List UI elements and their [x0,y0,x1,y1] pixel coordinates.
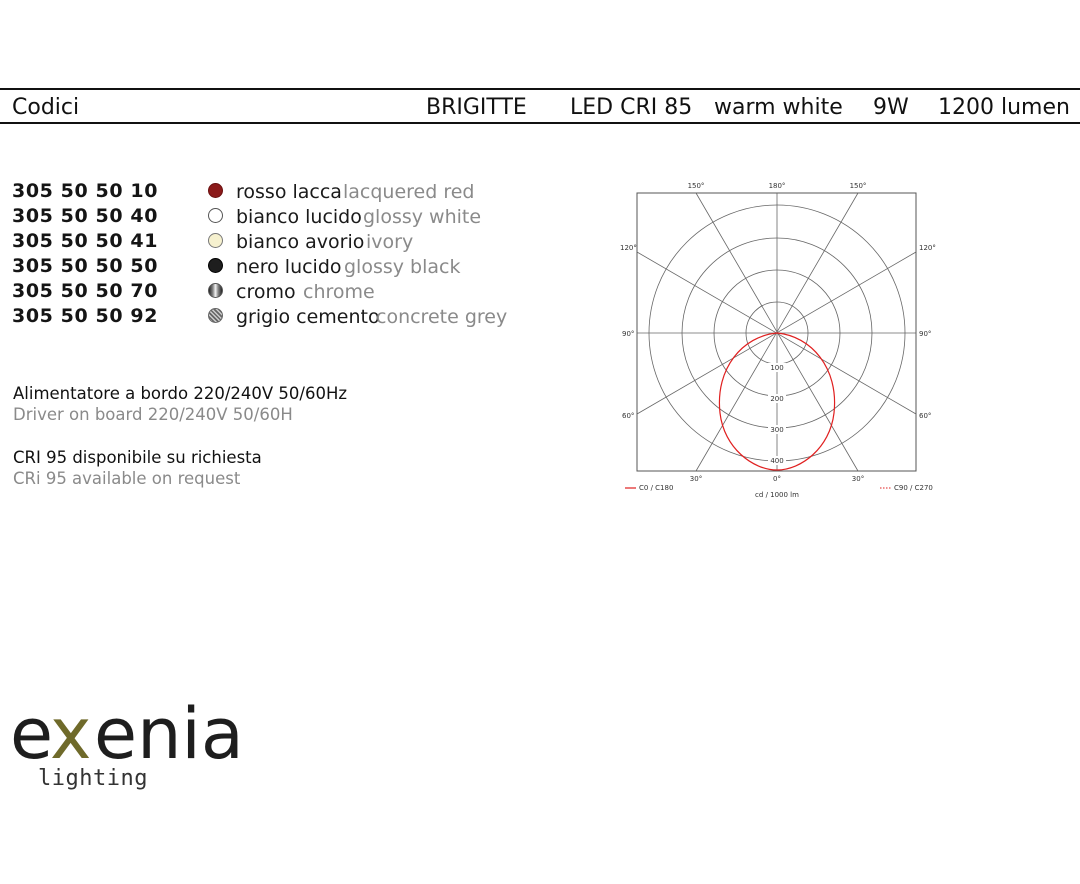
ring-label: 200 [770,395,784,403]
color-name-en: concrete grey [376,306,508,328]
cri-note-it: CRI 95 disponibile su richiesta [13,448,262,467]
header-codici: Codici [12,95,80,120]
color-name-en: lacquered red [343,181,475,203]
angle-label: 150° [849,182,867,190]
ring-label: 400 [770,457,784,465]
color-name-it: bianco lucido [236,206,362,228]
driver-note [13,383,347,425]
code-row [12,305,532,329]
angle-label: 150° [687,182,705,190]
header-bar [0,88,1080,124]
polar-light-diagram [618,178,938,503]
concrete-swatch-icon [208,308,223,323]
exenia-logo [10,696,262,772]
product-code: 305 50 50 70 [12,280,159,302]
angle-label: 60° [622,412,635,420]
color-name-en: glossy black [344,256,461,278]
red-swatch-icon [208,183,223,198]
logo-subtitle: lighting [38,766,148,791]
angle-label: 0° [773,475,781,483]
angle-label: 90° [919,330,932,338]
product-code: 305 50 50 41 [12,230,159,252]
product-code: 305 50 50 92 [12,305,159,327]
angle-label: 120° [620,244,637,252]
driver-note-it: Alimentatore a bordo 220/240V 50/60Hz [13,384,348,403]
ivory-swatch-icon [208,233,223,248]
cri-note [13,447,347,489]
legend-right: C90 / C270 [894,484,933,492]
color-name-it: grigio cemento [236,306,380,328]
logo-letters-enia: enia [94,696,244,772]
angle-label: 60° [919,412,932,420]
angle-label: 30° [851,475,865,483]
product-code: 305 50 50 40 [12,205,159,227]
angle-label: 120° [919,244,936,252]
logo-letter-e: e [10,696,54,772]
header-lumen: 1200 lumen [938,95,1070,120]
color-name-it: cromo [236,281,296,303]
ring-label: 300 [770,426,784,434]
code-row [12,180,532,204]
code-row [12,255,532,279]
angle-label: 180° [768,182,786,190]
driver-note-en: Driver on board 220/240V 50/60H [13,405,293,424]
color-name-it: nero lucido [236,256,342,278]
logo-letter-x: x [50,696,92,772]
cri-note-en: CRi 95 available on request [13,469,241,488]
color-name-en: glossy white [363,206,482,228]
header-color-temp: warm white [714,95,843,120]
color-name-en: ivory [366,231,414,253]
header-watt: 9W [873,95,909,120]
angle-label: 90° [622,330,635,338]
ring-label: 100 [770,364,784,372]
black-swatch-icon [208,258,223,273]
code-row [12,230,532,254]
product-code: 305 50 50 50 [12,255,159,277]
code-row [12,280,532,304]
units-label: cd / 1000 lm [755,491,799,499]
chrome-swatch-icon [208,283,223,298]
color-name-it: bianco avorio [236,231,365,253]
notes [13,383,347,511]
header-model: BRIGITTE [426,95,527,120]
code-row [12,205,532,229]
product-code: 305 50 50 10 [12,180,159,202]
white-swatch-icon [208,208,223,223]
header-led: LED CRI 85 [570,95,693,120]
logo-wordmark [10,696,244,772]
angle-label: 30° [689,475,703,483]
color-name-en: chrome [303,281,375,303]
legend-left: C0 / C180 [639,484,674,492]
color-name-it: rosso lacca [236,181,342,203]
